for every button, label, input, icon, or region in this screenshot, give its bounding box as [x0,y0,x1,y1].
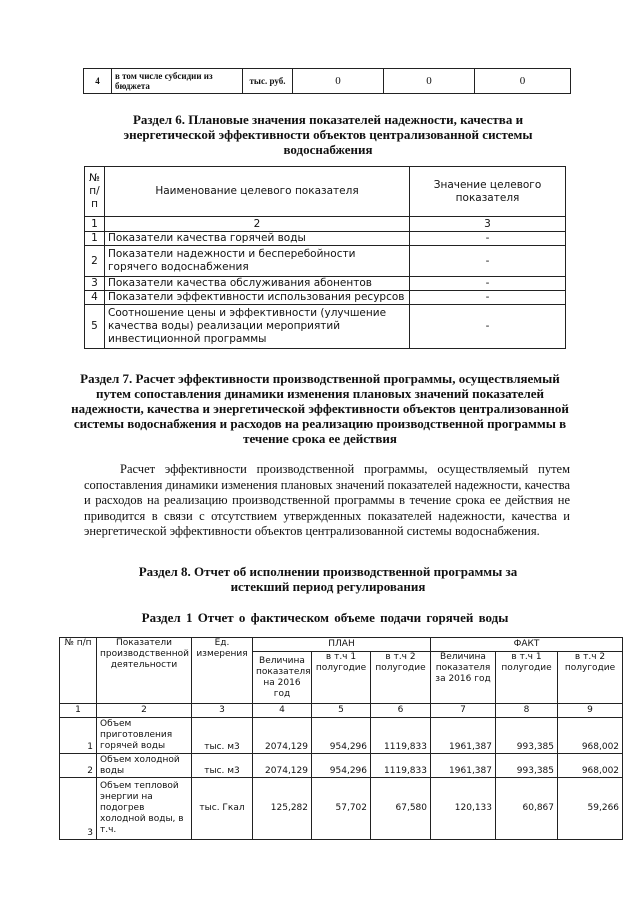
s6-header-value: Значение целевого показателя [410,167,566,217]
s8-header-plan-h1: в т.ч 1 полугодие [312,652,371,704]
s8-row-fact-total: 1961,387 [431,718,496,754]
s8-header-fact: ФАКТ [431,638,623,652]
s8-numbering-5: 5 [312,704,371,718]
s8-row-fact-total: 120,133 [431,778,496,840]
table-row [85,277,566,291]
s8-row-plan-total: 2074,129 [253,718,312,754]
s8-numbering-9: 9 [558,704,623,718]
top-row-v1: 0 [293,69,384,94]
s6-row-value: - [410,277,566,291]
table-row [60,754,623,778]
section6-table [84,166,566,349]
table-row [85,246,566,277]
s8-row-num: 3 [60,778,97,840]
top-row-name: в том числе субсидии из бюджета [112,69,243,94]
section6-title: Раздел 6. Плановые значения показателей надежности, качества и энергетической эффективности объектов централизованной системы водоснабжения [123,112,533,157]
s8-numbering-7: 7 [431,704,496,718]
s8-header-fact-h1: в т.ч 1 полугодие [496,652,558,704]
s8-row-plan-h2: 1119,833 [371,718,431,754]
s6-row-name: Показатели надежности и бесперебойности горячего водоснабжения [105,246,410,277]
s6-row-name: Показатели качества обслуживания абонентов [105,277,410,291]
s8-row-indicator: Объем тепловой энергии на подогрев холодной воды, в т.ч. [97,778,192,840]
s6-row-name: Соотношение цены и эффективности (улучшение качества воды) реализации мероприятий инвестиционной программы [105,305,410,349]
s6-row-value: - [410,232,566,246]
top-row-v3: 0 [475,69,571,94]
s8-header-fact-total: Величина показателя за 2016 год [431,652,496,704]
s8-header-indicator: Показатели производственной деятельности [97,638,192,704]
s8-row-plan-total: 2074,129 [253,754,312,778]
s8-row-plan-h2: 67,580 [371,778,431,840]
s6-row-value: - [410,246,566,277]
s6-row-num: 3 [85,277,105,291]
s8-row-fact-h1: 60,867 [496,778,558,840]
s6-numbering-1: 1 [85,217,105,232]
table-row [85,291,566,305]
s8-row-plan-h2: 1119,833 [371,754,431,778]
s8-row-fact-h1: 993,385 [496,754,558,778]
s8-row-fact-h2: 968,002 [558,754,623,778]
s8-numbering-1: 1 [60,704,97,718]
s8-row-fact-h2: 59,266 [558,778,623,840]
top-table [83,68,571,94]
s8-row-fact-h1: 993,385 [496,718,558,754]
s6-row-num: 2 [85,246,105,277]
s8-row-plan-h1: 954,296 [312,718,371,754]
s8-row-indicator: Объем холодной воды [97,754,192,778]
table-row [60,718,623,754]
s8-header-fact-h2: в т.ч 2 полугодие [558,652,623,704]
s8-row-unit: тыс. м3 [192,754,253,778]
s8-row-num: 2 [60,754,97,778]
s8-row-plan-h1: 57,702 [312,778,371,840]
top-row-num: 4 [84,69,112,94]
s6-header-name: Наименование целевого показателя [105,167,410,217]
section8-subtitle: Раздел 1 Отчет о фактическом объеме подачи горячей воды [141,610,509,625]
s8-header-unit: Ед. измерения [192,638,253,704]
s8-numbering-2: 2 [97,704,192,718]
table-row [85,232,566,246]
top-row-unit: тыс. руб. [243,69,293,94]
s6-header-num: № п/ п [85,167,105,217]
table-row [60,778,623,840]
section8-title: Раздел 8. Отчет об исполнении производственной программы за истекший период регулирования [138,564,518,594]
s8-row-num: 1 [60,718,97,754]
s8-header-plan: ПЛАН [253,638,431,652]
s6-numbering-3: 3 [410,217,566,232]
s6-numbering-2: 2 [105,217,410,232]
top-row-v2: 0 [384,69,475,94]
s8-row-fact-h2: 968,002 [558,718,623,754]
table-row [85,305,566,349]
s6-row-value: - [410,291,566,305]
section8-table [59,637,623,840]
section7-body: Расчет эффективности производственной программы, осуществляемый путем сопоставления динамики изменения плановых значений показателей надежности, качества и расходов на реализацию производственной программы в течение срока ее действия не приводится в связи с отсутствием утвержденных показателей надежности, качества и энергетической эффективности объектов централизованной системы водоснабжения. [84,462,571,539]
s8-header-num: № п/п [60,638,97,704]
s8-numbering-4: 4 [253,704,312,718]
s6-row-num: 1 [85,232,105,246]
s6-row-num: 4 [85,291,105,305]
s8-row-unit: тыс. м3 [192,718,253,754]
s8-header-plan-total: Величина показателя на 2016 год [253,652,312,704]
s6-row-value: - [410,305,566,349]
s8-row-fact-total: 1961,387 [431,754,496,778]
s8-numbering-3: 3 [192,704,253,718]
s6-row-name: Показатели эффективности использования ресурсов [105,291,410,305]
s8-row-indicator: Объем приготовления горячей воды [97,718,192,754]
s6-row-num: 5 [85,305,105,349]
s8-row-plan-h1: 954,296 [312,754,371,778]
s8-numbering-8: 8 [496,704,558,718]
s8-numbering-6: 6 [371,704,431,718]
s6-row-name: Показатели качества горячей воды [105,232,410,246]
section7-title: Раздел 7. Расчет эффективности производственной программы, осуществляемый путем сопоставления динамики изменения плановых значений показателей надежности, качества и энергетической эффективности объектов централизованной системы водоснабжения и расходов на реализацию производственной программы в течение срока ее действия [71,371,569,446]
s8-row-unit: тыс. Гкал [192,778,253,840]
s8-header-plan-h2: в т.ч 2 полугодие [371,652,431,704]
s8-row-plan-total: 125,282 [253,778,312,840]
